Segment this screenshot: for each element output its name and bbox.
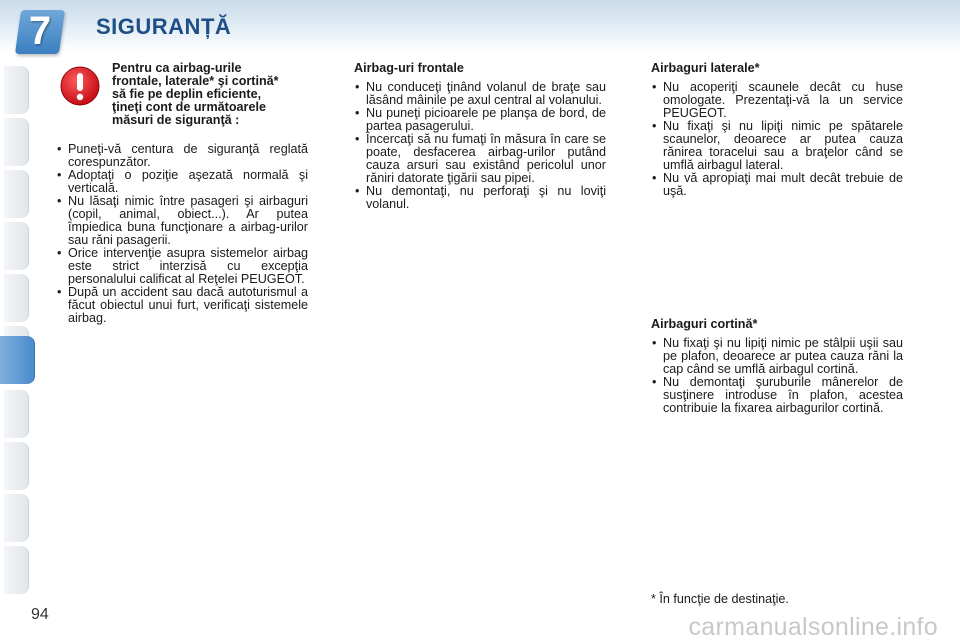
chapter-tab-5[interactable]	[4, 274, 29, 322]
chapter-tab-7-active[interactable]	[0, 336, 35, 384]
list-item: • Orice intervenţie asupra sistemelor airbag este strict interzisă cu excepţia personalului calificat al Reţelei PEUGEOT.	[56, 247, 308, 286]
list-item: • Nu demontaţi, nu perforaţi şi nu loviţi volanul.	[354, 185, 606, 211]
list-item: • Nu vă apropiaţi mai mult decât trebuie de uşă.	[651, 172, 903, 198]
chapter-tab-3[interactable]	[4, 170, 29, 218]
curtain-airbags-section	[651, 318, 903, 415]
section-title: Airbaguri laterale*	[651, 61, 760, 75]
frontal-list	[354, 81, 606, 211]
chapter-number: 7	[28, 9, 52, 53]
page-number: 94	[31, 606, 49, 623]
chapter-tab-2[interactable]	[4, 118, 29, 166]
list-item: • Nu lăsaţi nimic între pasageri şi airbaguri (copil, animal, obiect...). Ar putea împiedica buna funcţionare a airbag-urilor sau răni pasagerii.	[56, 195, 308, 247]
footnote: * În funcţie de destinaţie.	[651, 592, 789, 606]
curtain-list	[651, 337, 903, 415]
list-item: • Nu fixaţi şi nu lipiţi nimic pe spătarele scaunelor, deoarece ar putea cauza rănirea toracelui sau a braţelor când se umflă airbagul lateral.	[651, 120, 903, 172]
chapter-tab-4[interactable]	[4, 222, 29, 270]
list-item: • Nu acoperiţi scaunele decât cu huse omologate. Prezentaţi-vă la un service PEUGEOT.	[651, 81, 903, 120]
list-item: • Nu puneţi picioarele pe planşa de bord, de partea pasagerului.	[354, 107, 606, 133]
chapter-tab-9[interactable]	[4, 442, 29, 490]
chapter-tab-10[interactable]	[4, 494, 29, 542]
list-item: • Nu demontaţi şuruburile mânerelor de susţinere introduse în plafon, acestea contribuie la fixarea airbagurilor cortină.	[651, 376, 903, 415]
section-title: Airbaguri cortină*	[651, 317, 758, 331]
chapter-tab-1[interactable]	[4, 66, 29, 114]
exclamation-icon	[60, 66, 100, 106]
chapter-tab-11[interactable]	[4, 546, 29, 594]
chapter-tab-strip	[0, 60, 32, 580]
lateral-airbags-section	[651, 62, 903, 198]
section-title: Airbag-uri frontale	[354, 61, 464, 75]
frontal-airbags-section	[354, 62, 606, 211]
warning-title: Pentru ca airbag-urile frontale, laterale* şi cortină* să fie pe deplin eficiente, ţineţi cont de următoarele măsuri de siguranţă :	[112, 61, 279, 127]
list-item: • Nu conduceţi ţinând volanul de braţe sau lăsând mâinile pe axul central al volanului.	[354, 81, 606, 107]
list-item: • Puneţi-vă centura de siguranţă reglată corespunzător.	[56, 143, 308, 169]
list-item: • Nu fixaţi şi nu lipiţi nimic pe stâlpii uşii sau pe plafon, deoarece ar putea cauza răni la cap când se umflă airbagul cortină.	[651, 337, 903, 376]
lateral-list	[651, 81, 903, 198]
watermark: carmanualsonline.info	[688, 613, 938, 641]
list-item: • După un accident sau dacă autoturismul a făcut obiectul unui furt, verificaţi sistemele airbag.	[56, 286, 308, 325]
warning-list	[56, 143, 308, 325]
chapter-tab-8[interactable]	[4, 390, 29, 438]
list-item: • Încercaţi să nu fumaţi în măsura în care se poate, desfacerea airbag-urilor putând cauza arsuri sau existând pericolul unor răniri datorate ţigării sau pipei.	[354, 133, 606, 185]
page-title: SIGURANȚĂ	[96, 14, 232, 39]
warning-section	[56, 62, 308, 325]
list-item: • Adoptaţi o poziţie aşezată normală şi verticală.	[56, 169, 308, 195]
